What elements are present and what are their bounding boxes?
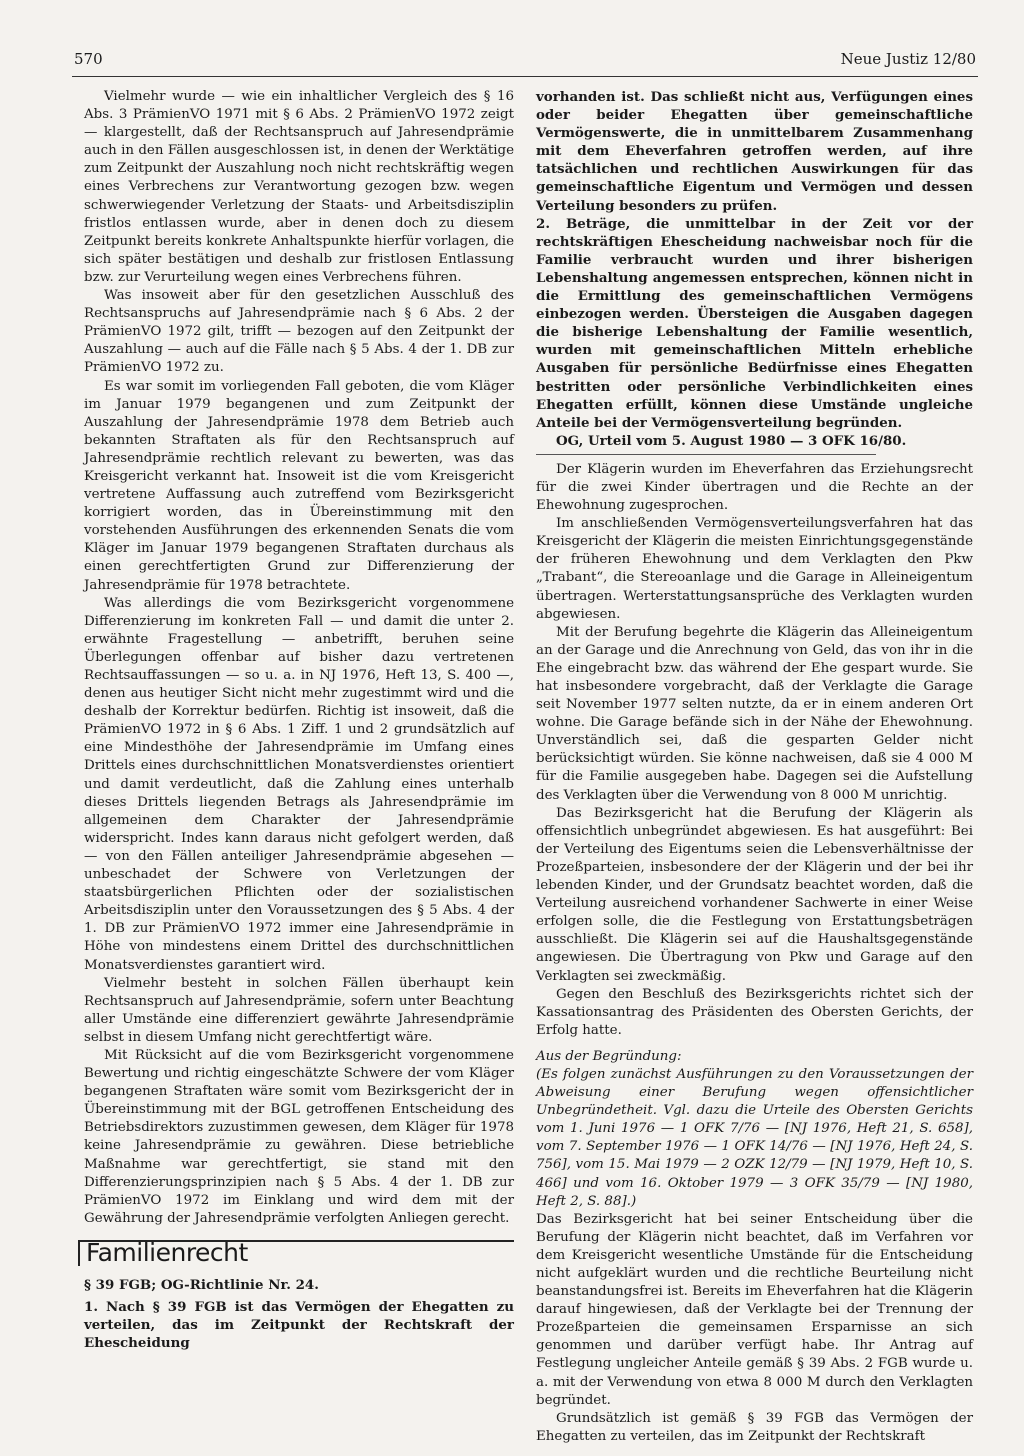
- leitsatz-1: 1. Nach § 39 FGB ist das Vermögen der Ehegatten zu verteilen, das im Zeitpunkt der Rechtskraft der Ehescheidung: [84, 1299, 514, 1352]
- paragraph: Im anschließenden Vermögensverteilungsverfahren hat das Kreisgericht der Klägerin die meisten Einrichtungsgegenstände der früheren Ehewohnung und dem Verklagten den Pkw „Trabant“, die Stereoanlage und die Garage in Alleineigentum übertragen. Werterstattungsansprüche des Verklagten wurden abgewiesen.: [536, 516, 973, 622]
- paragraph: Der Klägerin wurden im Eheverfahren das Erziehungsrecht für die zwei Kinder übertragen und die Rechte an der Ehewohnung zugesprochen.: [536, 461, 973, 514]
- paragraph: Grundsätzlich ist gemäß § 39 FGB das Vermögen der Ehegatten zu verteilen, das im Zeitpunkt der Rechtskraft: [536, 1410, 973, 1444]
- paragraph: Mit der Berufung begehrte die Klägerin das Alleineigentum an der Garage und die Anrechnung von Geld, das von ihr in die Ehe eingebracht bzw. das während der Ehe gespart wurde. Sie hat insbesondere vorgebracht, daß der Verklagte die Garage seit November 1977 selten nutzte, da er in einem anderen Ort wohne. Die Garage befände sich in der Nähe der Ehewohnung. Unverständlich sei, daß die gesparten Gelder nicht berücksichtigt würden. Sie könne nachweisen, daß sie 4 000 M für die Familie ausgegeben habe. Dagegen sei die Aufstellung des Verklagten über die Verwendung von 8 000 M unrichtig.: [536, 624, 973, 803]
- reasons-heading: Aus der Begründung:: [536, 1048, 682, 1064]
- section-title: Familienrecht: [86, 1237, 248, 1267]
- leitsatz-1-continued: vorhanden ist. Das schließt nicht aus, Verfügungen eines oder beider Ehegatten über gemeinschaftliche Vermögenswerte, die in unmittelbarem Zusammenhang mit dem Eheverfahren getroffen werden, auf ihre tatsächlichen und rechtlichen Auswirkungen für das gemeinschaftliche Eigentum und Vermögen und dessen Verteilung besonders zu prüfen.: [536, 89, 973, 214]
- reasons-note: (Es folgen zunächst Ausführungen zu den Voraussetzungen der Abweisung einer Berufung wegen offensichtlicher Unbegründetheit. Vgl. dazu die Urteile des Obersten Gerichts vom 1. Juni 1976 — 1 OFK 7/76 — [NJ 1976, Heft 21, S. 658], vom 7. September 1976 — 1 OFK 14/76 — [NJ 1976, Heft 24, S. 756], vom 15. Mai 1979 — 2 OZK 12/79 — [NJ 1979, Heft 10, S. 466] und vom 16. Oktober 1979 — 3 OFK 35/79 — [NJ 1980, Heft 2, S. 88].): [536, 1066, 973, 1209]
- right-column: [536, 88, 973, 1446]
- paragraph: Was insoweit aber für den gesetzlichen Ausschluß des Rechtsanspruchs auf Jahresendprämie nach § 6 Abs. 2 der PrämienVO 1972 gilt, trifft — bezogen auf den Zeitpunkt der Auszahlung — auch auf die Fälle nach § 5 Abs. 4 der 1. DB zur PrämienVO 1972 zu.: [84, 288, 514, 376]
- section-header: [78, 1237, 514, 1267]
- paragraph: Gegen den Beschluß des Bezirksgerichts richtet sich der Kassationsantrag des Präsidenten des Obersten Gerichts, der Erfolg hatte.: [536, 986, 973, 1038]
- left-column: [84, 88, 514, 1352]
- citation-rule: [536, 454, 876, 455]
- header-rule: [72, 76, 978, 77]
- paragraph: Vielmehr besteht in solchen Fällen überhaupt kein Rechtsanspruch auf Jahresendprämie, sofern unter Beachtung aller Umstände eine differenziert gewährte Jahresendprämie selbst in diesem Umfang nicht gerechtfertigt wäre.: [84, 975, 514, 1045]
- leitsatz-2: 2. Beträge, die unmittelbar in der Zeit vor der rechtskräftigen Ehescheidung nachweisbar noch für die Familie verbraucht wurden und ihrer bisherigen Lebenshaltung angemessen entsprechen, können nicht in die Ermittlung des gemeinschaftlichen Vermögens einbezogen werden. Übersteigen die Ausgaben dagegen die bisherige Lebenshaltung der Familie wesentlich, wurden mit gemeinschaftlichen Mitteln erhebliche Ausgaben für persönliche Bedürfnisse eines Ehegatten bestritten oder persönliche Verbindlichkeiten eines Ehegatten erfüllt, können diese Umstände ungleiche Anteile bei der Vermögensverteilung begründen.: [536, 215, 973, 431]
- paragraph: Mit Rücksicht auf die vom Bezirksgericht vorgenommene Bewertung und richtig eingeschätzte Schwere der vom Kläger begangenen Straftaten wäre somit vom Bezirksgericht der in Übereinstimmung mit der BGL getroffenen Entscheidung des Betriebsdirektors zuzustimmen gewesen, dem Kläger für 1978 keine Jahresendprämie zu gewähren. Diese betriebliche Maßnahme war gerechtfertigt, sie stand mit den Differenzierungsprinzipien nach § 5 Abs. 4 der 1. DB zur PrämienVO 1972 im Einklang und wird dem mit der Gewährung der Jahresendprämie verfolgten Anliegen gerecht.: [84, 1047, 514, 1226]
- paragraph: Vielmehr wurde — wie ein inhaltlicher Vergleich des § 16 Abs. 3 PrämienVO 1971 mit § 6 Abs. 2 PrämienVO 1972 zeigt — klargestellt, daß der Rechtsanspruch auf Jahresendprämie auch in den Fällen ausgeschlossen ist, in denen der Werktätige zum Zeitpunkt der Auszahlung noch nicht rechtskräftig wegen eines Verbrechens zur Verantwortung gezogen bzw. wegen schwerwiegender Verletzung der Staats- und Arbeitsdisziplin fristlos entlassen wurde, aber in denen doch zu diesem Zeitpunkt bereits konkrete Anhaltspunkte hierfür vorlagen, die sich später bestätigen und deshalb zur fristlosen Entlassung bzw. zur Verurteilung wegen eines Verbrechens führen.: [84, 89, 514, 285]
- paragraph: Was allerdings die vom Bezirksgericht vorgenommene Differenzierung im konkreten Fall — und damit die unter 2. erwähnte Fragestellung — anbetrifft, beruhen seine Überlegungen offenbar auf bisher dazu vertretenen Rechtsauffassungen — so u. a. in NJ 1976, Heft 13, S. 400 —, denen aus heutiger Sicht nicht mehr zugestimmt wird und die deshalb der Korrektur bedürfen. Richtig ist insoweit, daß die PrämienVO 1972 in § 6 Abs. 1 Ziff. 1 und 2 grundsätzlich auf eine Mindesthöhe der Jahresendprämie im Umfang eines Drittels eines durchschnittlichen Monatsverdienstes orientiert und damit verdeutlicht, daß die Zahlung eines unterhalb dieses Drittels liegenden Betrags als Jahresendprämie im allgemeinen dem Charakter der Jahresendprämie widerspricht. Indes kann daraus nicht gefolgert werden, daß — von den Fällen anteiliger Jahresendprämie abgesehen — unbeschadet der Schwere von Verletzungen der staatsbürgerlichen Pflichten oder der sozialistischen Arbeitsdisziplin unter den Voraussetzungen des § 5 Abs. 4 der 1. DB zur PrämienVO 1972 immer eine Jahresendprämie in Höhe von mindestens einem Drittel des durchschnittlichen Monatsverdienstes garantiert wird.: [84, 595, 514, 973]
- journal-title: Neue Justiz 12/80: [840, 50, 976, 68]
- case-citation: OG, Urteil vom 5. August 1980 — 3 OFK 16/80.: [556, 432, 907, 449]
- law-reference: § 39 FGB; OG-Richtlinie Nr. 24.: [84, 1277, 319, 1293]
- page-number: 570: [74, 50, 103, 68]
- paragraph: Das Bezirksgericht hat bei seiner Entscheidung über die Berufung der Klägerin nicht beachtet, daß im Verfahren vor dem Kreisgericht wesentliche Umstände für die Entscheidung nicht aufgeklärt wurden und die rechtliche Beurteilung nicht beanstandungsfrei ist. Bereits im Eheverfahren hat die Klägerin darauf hingewiesen, daß der Verklagte bei der Trennung der Prozeßparteien die gemeinsamen Ersparnisse an sich genommen und darüber verfügt habe. Ihr Antrag auf Festlegung ungleicher Anteile gemäß § 39 Abs. 2 FGB wurde u. a. mit der Verwendung von etwa 8 000 M durch den Verklagten begründet.: [536, 1211, 973, 1408]
- paragraph: Das Bezirksgericht hat die Berufung der Klägerin als offensichtlich unbegründet abgewiesen. Es hat ausgeführt: Bei der Verteilung des Eigentums seien die Lebensverhältnisse der Prozeßparteien, insbesondere der der Klägerin und der bei ihr lebenden Kinder, und der Grundsatz beachtet worden, daß die Verteilung ausreichend vorhandener Sachwerte in einer Weise erfolgen solle, die die Festlegung von Erstattungsbeträgen ausschließt. Die Klägerin sei auf die Haushaltsgegenstände angewiesen. Die Übertragung von Pkw und Garage auf den Verklagten sei zweckmäßig.: [536, 805, 973, 984]
- paragraph: Es war somit im vorliegenden Fall geboten, die vom Kläger im Januar 1979 begangenen und zum Zeitpunkt der Auszahlung der Jahresendprämie 1978 dem Betrieb auch bekannten Straftaten als für den Rechtsanspruch auf Jahresendprämie rechtlich relevant zu bewerten, was das Kreisgericht verkannt hat. Insoweit ist die vom Kreisgericht vertretene Auffassung auch zutreffend vom Bezirksgericht korrigiert worden, das in Übereinstimmung mit den vorstehenden Ausführungen des erkennenden Senats die vom Kläger im Januar 1979 begangenen Straftaten durchaus als einen gerechtfertigten Grund zur Differenzierung der Jahresendprämie für 1978 betrachtete.: [84, 378, 514, 593]
